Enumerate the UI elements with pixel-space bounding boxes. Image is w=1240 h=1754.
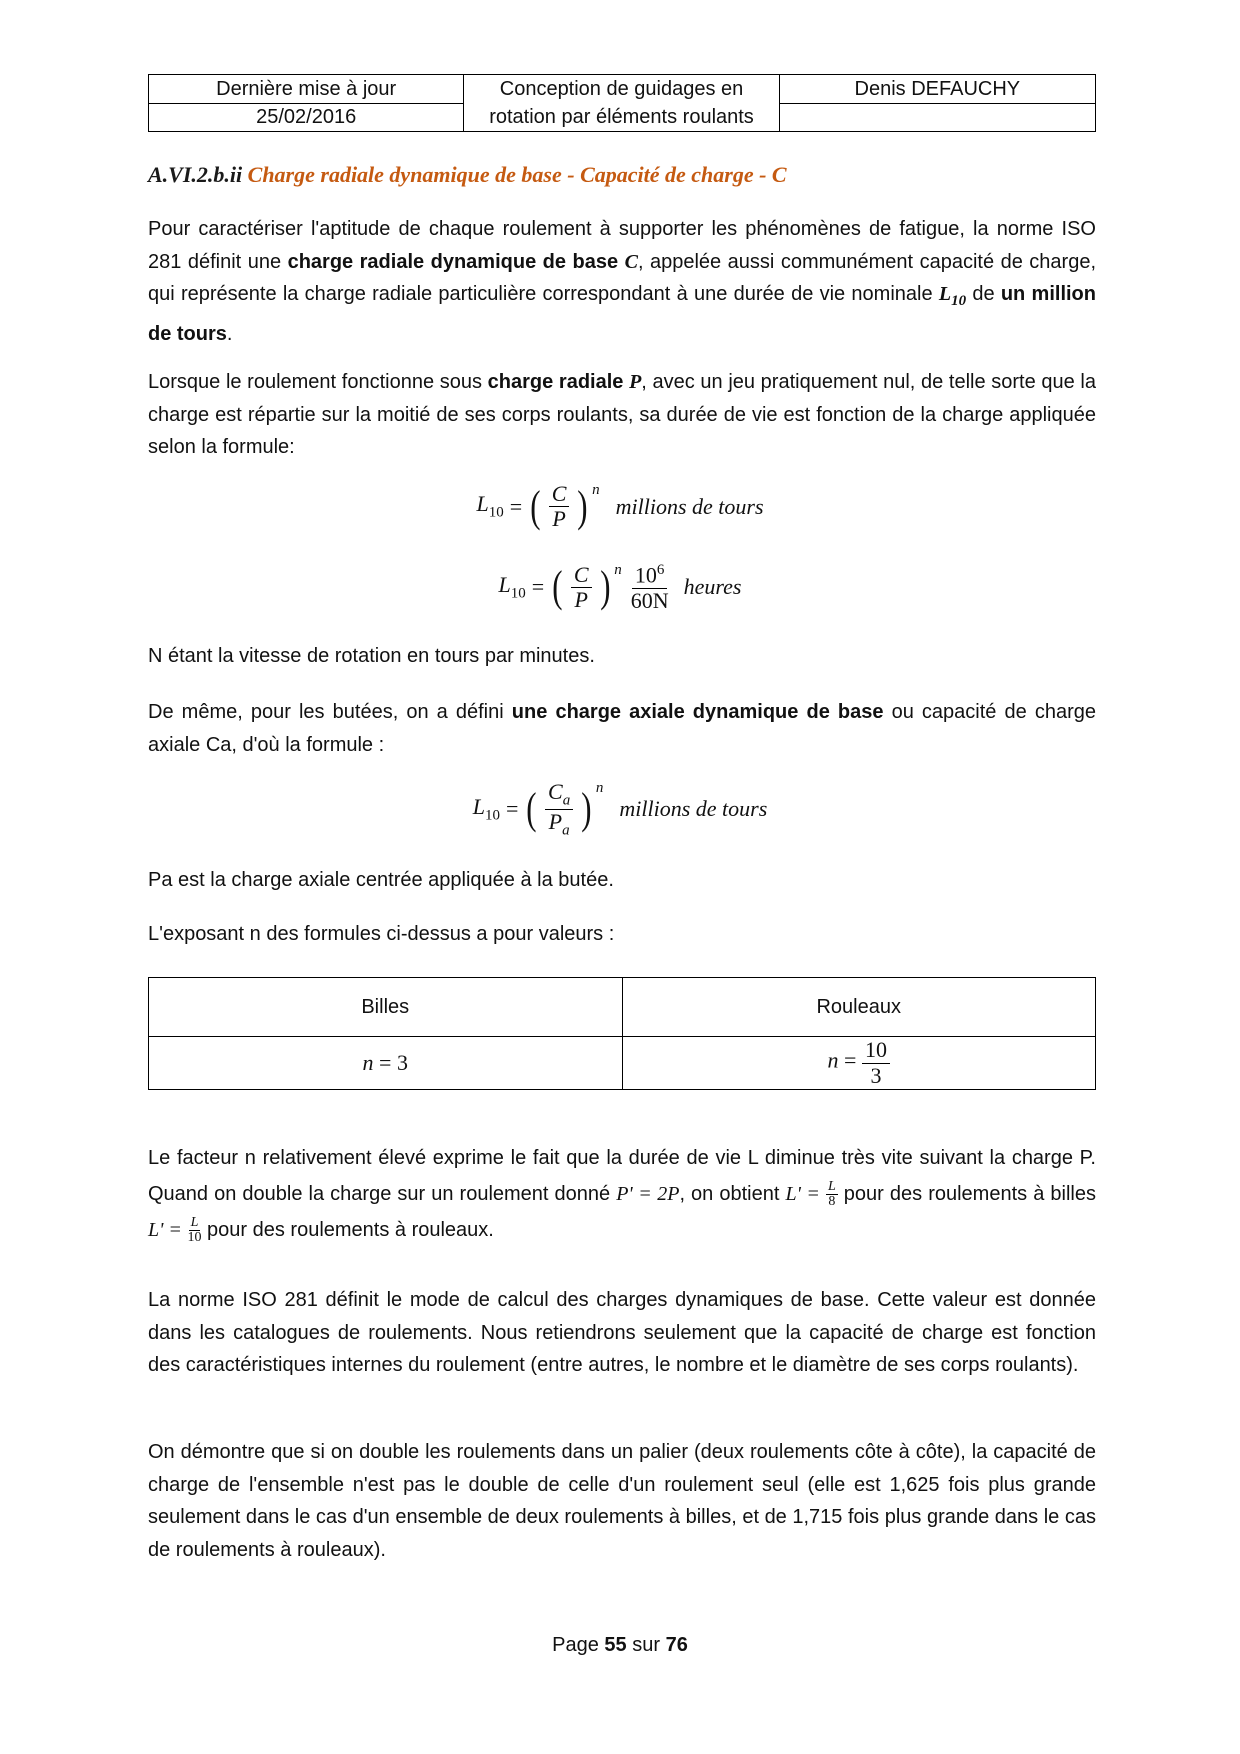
left-paren: ( bbox=[526, 784, 537, 834]
equals: = bbox=[505, 796, 519, 822]
math-sub: 10 bbox=[484, 807, 500, 824]
document-title-line2: rotation par éléments roulants bbox=[489, 106, 754, 128]
math-expression: L' = bbox=[148, 1219, 182, 1241]
numerator: C bbox=[548, 779, 563, 804]
paragraph-4 bbox=[148, 696, 1096, 761]
text: Le facteur n relativement élevé exprime le fait que la durée de vie L diminue très vite suivant la charge P. Quand on double la charge sur un roulement donné bbox=[148, 1147, 1096, 1205]
fraction bbox=[187, 1216, 201, 1245]
exponent: 6 bbox=[656, 562, 665, 578]
text: Lorsque le roulement fonctionne sous bbox=[148, 371, 488, 393]
fraction bbox=[545, 780, 573, 839]
numerator: L bbox=[827, 1179, 836, 1195]
text: pour des roulements à billes bbox=[837, 1183, 1096, 1205]
right-paren: ) bbox=[581, 784, 592, 834]
numerator: 10 bbox=[634, 562, 657, 588]
paragraph-5: Pa est la charge axiale centrée appliquée à la butée. bbox=[148, 869, 614, 891]
exponent: n bbox=[592, 482, 600, 498]
right-paren: ) bbox=[577, 481, 588, 531]
formula-2 bbox=[0, 562, 1240, 613]
value-rouleaux bbox=[622, 1037, 1096, 1090]
math-n: n bbox=[362, 1050, 374, 1075]
math-L: L bbox=[472, 794, 485, 820]
page-total: 76 bbox=[665, 1634, 688, 1656]
paragraph-9: On démontre que si on double les roulements dans un palier (deux roulements côte à côte), la capacité de charge de l'ensemble n'est pas le double de celle d'un roulement seul (elle est 1,625 fois plus grande seulement dans le cas d'un ensemble de deux roulements à billes, et de 1,715 fois plus grande dans le cas de roulements à rouleaux). bbox=[148, 1441, 1096, 1561]
math-C: C bbox=[624, 250, 638, 273]
equals: = bbox=[844, 1048, 857, 1074]
left-paren: ( bbox=[552, 562, 563, 612]
math-sub: 10 bbox=[510, 585, 526, 602]
text: Page bbox=[552, 1634, 605, 1656]
text: . bbox=[226, 322, 233, 345]
text: De même, pour les butées, on a défini bbox=[148, 701, 512, 723]
paragraph-7 bbox=[148, 1140, 1096, 1248]
fraction bbox=[826, 1180, 838, 1209]
sub: a bbox=[562, 792, 571, 809]
text: , avec un jeu pratiquement nul, de telle sorte que la charge est répartie sur la moitié de ses corps roulants, sa durée de vie est fonction de la charge appliquée selon la formule: bbox=[148, 371, 1096, 458]
denominator: P bbox=[552, 506, 566, 532]
exponent-table bbox=[148, 977, 1096, 1090]
math-L: L bbox=[476, 491, 489, 517]
numerator: C bbox=[549, 482, 570, 507]
unit: millions de tours bbox=[619, 796, 768, 822]
section-heading bbox=[148, 162, 787, 188]
value: 3 bbox=[396, 1050, 408, 1075]
math-sub: 10 bbox=[488, 504, 504, 521]
section-title: Charge radiale dynamique de base - Capacité de charge - C bbox=[247, 162, 787, 187]
fraction bbox=[862, 1038, 890, 1087]
math-n: n bbox=[827, 1048, 839, 1074]
equals: = bbox=[379, 1050, 392, 1075]
value-billes bbox=[149, 1037, 623, 1090]
unit: millions de tours bbox=[615, 493, 764, 519]
exponent: n bbox=[595, 780, 604, 796]
numerator: C bbox=[571, 563, 592, 588]
left-paren: ( bbox=[530, 481, 541, 531]
math-sub: 10 bbox=[951, 293, 967, 309]
numerator: L bbox=[190, 1215, 199, 1231]
formula-1 bbox=[0, 482, 1240, 531]
numerator: 10 bbox=[862, 1038, 890, 1063]
fraction-time bbox=[628, 562, 672, 613]
math-expression: P' = 2P bbox=[616, 1183, 680, 1205]
text: ou capacité de charge axiale Ca, d'où la formule : bbox=[148, 701, 1096, 756]
equals: = bbox=[531, 574, 545, 600]
exponent: n bbox=[614, 562, 622, 578]
text: pour des roulements à rouleaux. bbox=[201, 1219, 494, 1241]
math-L: L bbox=[938, 283, 952, 305]
unit: heures bbox=[683, 574, 742, 600]
denominator: P bbox=[548, 808, 563, 834]
text: , appelée aussi communément capacité de charge, qui représente la charge radiale particulière correspondant à une durée de vie nominale bbox=[148, 250, 1097, 305]
bold-text: un million de tours bbox=[148, 283, 1096, 345]
math-expression: L' = bbox=[785, 1183, 820, 1205]
author: Denis DEFAUCHY bbox=[779, 75, 1095, 104]
header-table bbox=[148, 74, 1096, 132]
denominator: 60N bbox=[630, 587, 669, 613]
bold-text: charge radiale dynamique de base bbox=[287, 250, 625, 273]
page-number: 55 bbox=[604, 1634, 627, 1656]
page-footer bbox=[0, 1634, 1240, 1657]
denominator: 8 bbox=[828, 1194, 836, 1210]
denominator: P bbox=[574, 586, 588, 612]
denominator: 3 bbox=[870, 1062, 882, 1088]
paragraph-6: L'exposant n des formules ci-dessus a pour valeurs : bbox=[148, 923, 615, 945]
fraction bbox=[549, 482, 570, 531]
paragraph-2 bbox=[148, 366, 1096, 464]
bold-text: une charge axiale dynamique de base bbox=[511, 701, 884, 723]
formula-3 bbox=[0, 780, 1240, 839]
equals: = bbox=[509, 493, 523, 519]
text: , on obtient bbox=[679, 1183, 786, 1205]
fraction bbox=[571, 563, 592, 612]
paragraph-3: N étant la vitesse de rotation en tours par minutes. bbox=[148, 645, 595, 667]
denominator: 10 bbox=[187, 1230, 202, 1246]
col-header-billes: Billes bbox=[149, 978, 623, 1037]
section-number: A.VI.2.b.ii bbox=[148, 162, 243, 187]
last-update-label: Dernière mise à jour bbox=[149, 75, 464, 104]
sub: a bbox=[562, 822, 570, 839]
math-P: P bbox=[629, 371, 642, 393]
document-title-line1: Conception de guidages en bbox=[499, 78, 744, 100]
bold-text: charge radiale bbox=[487, 371, 630, 393]
math-L10 bbox=[938, 283, 967, 309]
text: de bbox=[966, 283, 1001, 305]
empty-cell bbox=[779, 103, 1095, 132]
last-update-date: 25/02/2016 bbox=[149, 103, 464, 132]
math-L: L bbox=[498, 572, 511, 598]
paragraph-1 bbox=[148, 213, 1096, 350]
right-paren: ) bbox=[599, 562, 611, 612]
document-title bbox=[464, 75, 779, 132]
text: Pour caractériser l'aptitude de chaque roulement à supporter les phénomènes de fatigue, la norme ISO 281 définit une bbox=[148, 218, 1096, 273]
paragraph-8: La norme ISO 281 définit le mode de calcul des charges dynamiques de base. Cette valeur est donnée dans les catalogues de roulements. Nous retiendrons seulement que la capacité de charge est fonction des caractéristiques internes du roulement (entre autres, le nombre et le diamètre de ses corps roulants). bbox=[148, 1289, 1096, 1376]
col-header-rouleaux: Rouleaux bbox=[622, 978, 1096, 1037]
text: sur bbox=[626, 1634, 666, 1656]
